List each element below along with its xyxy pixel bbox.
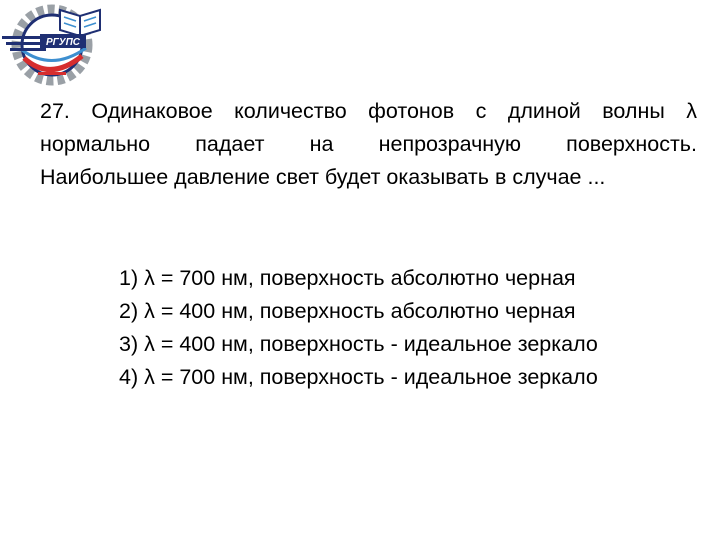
- answer-options: [119, 262, 699, 394]
- question-text: [40, 95, 697, 194]
- logo-text: РГУПС: [46, 37, 80, 48]
- question-line-2: нормально падает на непрозрачную поверхность.: [40, 132, 697, 156]
- answer-option-1: 1) λ = 700 нм, поверхность абсолютно черная: [119, 266, 576, 290]
- answer-option-3: 3) λ = 400 нм, поверхность - идеальное зеркало: [119, 332, 598, 356]
- question-line-1: 27. Одинаковое количество фотонов с длиной волны λ: [40, 99, 697, 123]
- answer-option-4: 4) λ = 700 нм, поверхность - идеальное зеркало: [119, 365, 598, 389]
- question-line-3: Наибольшее давление свет будет оказывать в случае ...: [40, 165, 606, 189]
- university-logo: [2, 2, 102, 88]
- answer-option-2: 2) λ = 400 нм, поверхность абсолютно черная: [119, 299, 576, 323]
- university-logo-gear-book-icon: [2, 2, 102, 88]
